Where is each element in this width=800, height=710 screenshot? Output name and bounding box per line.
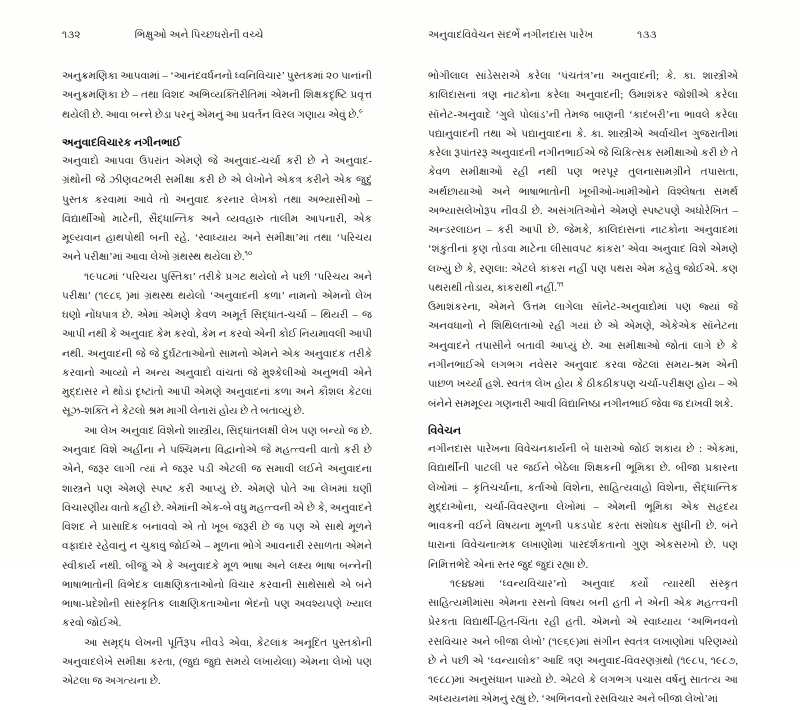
left-folio: ૧૩૨ <box>62 30 81 41</box>
left-running-head <box>62 30 372 48</box>
paragraph <box>428 575 738 710</box>
right-column-body <box>428 67 738 710</box>
paragraph-text: આ સમૃદ્ધ લેખની પૂર્તિરૂપ નીવડે એવા, કેટલાંક અનૂદિત પુસ્તકોની અનુવાદલેખે સમીક્ષા કરતા, (જુદ્ય જુદ્ય સમયે લખાયેલા) એમના લેખો પણ એટલા જ અગત્યના છે. <box>62 637 372 688</box>
paragraph-text: આ લેખ અનુવાદ વિશેનો શાસ્ત્રીય, સિદ્ધાંતલક્ષી લેખ પણ બન્યો જ છે. અનુવાદ વિશે અહીંના ને પશ્ચિમના વિદ્વાનોએ જે મહત્ત્વની વાતો કરી છે એને, જરૂર લાગી ત્યાં ને જરૂર પડી એટલી જ સમાવી લઈને અનુવાદના શાસ્ત્રને પણ એમણે સ્પષ્ટ કરી આપ્યું છે. એમણે પોતે આ લેખમાં ઘણી વિચારણીય વાતો કહી છે. એમાંની એક-બે વધુ મહત્ત્વની એ છે કે, અનુવાદને વિશદ ને પ્રાસાદિક બનાવવો એ તો ખૂબ જરૂરી છે જ પણ એ સાથે મૂળને વફાદાર રહેવાનું ન ચુકાવું જોઈએ – મૂળના ભોગે આવનારી રસાળતા એમને સ્વીકાર્ય નથી. બીજું એ કે અનુવાદકે મૂળ ભાષા અને લક્ષ્ય ભાષા બન્નેની ભાષાભાતોની વિભેદક લાક્ષણિકતાઓનો વિચાર કરવાની સાથેસાથે એ બંને ભાષા-પ્રદેશોની સાંસ્કૃતિક લાક્ષણિકતાઓના ભેદનો પણ અવશ્યપણે ખ્યાલ કરવો જોઈએ. <box>62 425 372 630</box>
right-folio: ૧૩૩ <box>637 30 657 41</box>
paragraph <box>428 298 738 414</box>
paragraph <box>62 67 372 125</box>
right-running-head <box>428 30 738 48</box>
left-page <box>0 0 400 688</box>
left-running-head-title: ભિક્ષુઓ અને પિચ્છધરોની વચ્ચે <box>134 30 264 41</box>
paragraph-text: અનુવાદો આપવા ઉપરાંત એમણે જે અનુવાદ-ચર્ચા કરી છે ને અનુવાદ-ગ્રંથોની જે ઝીણવટભરી સમીક્ષા કરી છે એ લેખોને એકત્ર કરીને એક જુદું પુસ્તક કરવામાં આવે તો અનુવાદ કરનાર લેખકો તથા અભ્યાસીઓ – વિદ્યાર્થીઓ માટેની, સૈદ્ધાન્તિક અને વ્યવહારુ તાલીમ આપનારી, એક મૂલ્યવાન હાથપોથી બની રહે. ‘સ્વાધ્યાય અને સમીક્ષા’માં તથા ‘પરિચય અને પરીક્ષા’માં આવા લેખો ગ્રંથસ્થ થયેલા છે. <box>62 155 372 264</box>
footnote-marker: ૧૧ <box>556 280 564 289</box>
footnote-marker: ૯ <box>359 107 364 115</box>
right-page <box>400 0 800 706</box>
paragraph-text: ઉમાશંકરના, એમને ઉત્તમ લાગેલા સૉનેટ-અનુવાદોમાં પણ જ્યાં જે અનવધાનો ને શિથિલતાઓ રહી ગયાં છે એ એમણે, એકેએક સૉનેટના અનુવાદને તપાસીને બતાવી આપ્યું છે. આ સમીક્ષાઓ જોતાં લાગે છે કે નગીનભાઈએ લગભગ નવેસર અનુવાદ કરવા જેટલાં સમય-શ્રમ એની પાછળ ખર્ચ્યાં હશે. સ્વતંત્ર લેખ હોય કે ઠીકઠીકપણ ચર્ચા-પરીક્ષણ હોય – એ બંનેને સમમૂલ્ય ગણનારી આવી વિદ્યાનિષ્ઠા નગીનભાઈ જેવા જ દાખવી શકે. <box>428 302 738 410</box>
paragraph-text: અનુક્રમણિકા આપવામાં – ‘આનંદવર્ધનનો ધ્વનિવિચાર’ પુસ્તકમાં ૨૦ પાનાંની અનુક્રમણિકા છે – તથા વિશદ અભિવ્યક્તિરીતિમાં એમની શિક્ષકદૃષ્ટિ પ્રવૃત્ત થયેલી છે. આવા બન્ને છેડા પરનું એમનું આ પ્રવર્તન વિરલ ગણાય એવું છે. <box>62 71 372 121</box>
paragraph-text: ૧૯૫૮માં ‘પરિચય પુસ્તિકા’ તરીકે પ્રગટ થયેલો ને પછી ‘પરિચય અને પરીક્ષા’ (૧૯૮૬ )માં ગ્રંથસ્થ થયેલો ‘અનુવાદની કળા’ નામનો એમનો લેખ ઘણો નોંધપાત્ર છે. એમાં એમણે કેવળ અમૂર્ત સિદ્ધાંત-ચર્ચા – થિયરી – જ આપી નથી કે અનુવાદ કેમ કરવો, કેમ ન કરવો એની કોઈ નિયમાવલી આપી નથી. અનુવાદની જે જે દુર્ઘટતાઓનો સામનો એમને એક અનુવાદક તરીકે કરવાનો આવ્યો ને અન્ય અનુવાદો વાંચતાં જે મુશ્કેલીઓ અનુભવી એને મુદ્દાસર ને થોડાં દૃષ્ટાંતો આપી એમણે અનુવાદનાં કળા અને કૌશલ કેટલાં સૂઝ-શક્તિ ને કેટલો શ્રમ માગી લેનારાં હોય છે તે બતાવ્યું છે. <box>62 271 372 418</box>
paragraph-text: નગીનદાસ પારેખના વિવેચનકાર્યની બે ધારાઓ જોઈ શકાય છે : એકમાં, વિદ્યાર્થીની પાટલી પર જઈને બેઠેલા શિક્ષકની ભૂમિકા છે. બીજા પ્રકારના લેખોમાં – કૃતિચર્ચાના, કર્તાઓ વિશેના, સાહિત્યવાહો વિશેના, સૈદ્ધાન્તિક મુદ્દાઓના, ચર્ચા-વિવરણના લેખોમાં – એમની ભૂમિકા એક સહૃદય ભાવકની વઈને વિષયના મૂળની પકડપોદ કરતા સંશોધક સુધીની છે. બંને ધારાનાં વિવેચનાત્મક લખાણોમાં પારદર્શકતાનો ગુણ એકસરખો છે. પણ નિમિત્તભેદે એનાં સ્તર જુદં જુદાં રહ્યા છે. <box>428 443 738 571</box>
section-heading-vivechan: વિવેચન <box>428 424 461 437</box>
left-column-body <box>62 67 372 691</box>
paragraph <box>62 268 372 422</box>
paragraph <box>428 440 738 575</box>
footnote-marker: ૧૦ <box>244 249 253 258</box>
paragraph-text: ભોગીલાલ સાંડેસરાએ કરેલા ‘પંચતંત્ર’ના અનુવાદની; કે. કા. શાસ્ત્રીએ કાલિદાસનાં ત્રણ નાટકોના કરેલા અનુવાદની; ઉમાશંકર જોશીએ કરેલા સૉનેટ-અનુવાદે ‘ગુલે પોલાંડ’ની તેમજ બાણની ‘કાદંબરી’ના ભાવલે કરેલા પદ્યાનુવાદની તથા એ પદ્યાનુવાદના કે. કા. શાસ્ત્રીએ અર્વાચીન ગુજરાતીમાં કરેલા રૂપાંતરરૂ અનુવાદની નગીનભાઈએ જે ચિકિત્સક સમીક્ષાઓ કરી છે તે કેવળ સમીક્ષાઓ રહી નથી પણ ભરપૂર તુલનાસામગ્રીને તપાસતા, અર્થછાયાઓ અને ભાષાભાતોની ખૂબીઓ-ખામીઓને વિશ્લેષતા સમર્થ અભ્યાસલેખોરૂપ નીવડી છે. અસંગતિઓને એમણે સ્પષ્ટપણે અધોરેખિત – અન્ડરલાઇન – કરી આપી છે. જેમકે, કાલિદાસનાં નાટકોના અનુવાદમાં ‘શંકુંતીનાં કૃણ તોડવા માટેના લીસાવપટ કાંકરા’ એવા અનુવાદ વિશે એમણે લખ્યું છે કે, રણલા: એટલે કાંકરા નહીં પણ પથરા એમ કહેવું જોઈએ. કણ પથરાથી તોડાય, કાંકરાથી નહીં. <box>428 71 738 294</box>
paragraph <box>62 422 372 634</box>
right-running-head-title: અનુવાદવિવેચન સંદર્ભે નગીનદાસ પારેખ <box>428 30 594 41</box>
section-heading-anuvadvicharak: અનુવાદવિચારક નગીનભાઈ <box>62 136 182 149</box>
paragraph <box>62 634 372 692</box>
paragraph-text: ૧૯૪૪માં ‘ધ્વન્યવિચાર’નો અનુવાદ કર્યો ત્યારથી સંસ્કૃત સાહિત્યમીમાંસા એમના રસનો વિષય બની હતી ને એની એક મહત્ત્વની પ્રેરકતા વિદ્યાર્થી-હિત-ચિંતા રહી હતી. એમનો એ સ્વાધ્યાય ‘અભિનવનો રસવિચાર અને બીજા લેખો’ (૧૯૬૯)માં સંગીન સ્વતંત્ર લખાણોમાં પરિણમ્યો છે ને પછી એ ‘ધ્વન્યાલોક’ આદિ ત્રણ અનુવાદ-વિવરણગ્રંથો (૧૯૮૫, ૧૯૮૭, ૧૯૮૮)માં અનુસંધાન પામ્યો છે. એટલે કે લગભગ પચાસ વર્ષનું સાતત્ય આ અધ્યયનમાં એમનું રહ્યું છે. ‘અભિનવનો રસવિચાર અને બીજા લેખો’માં <box>428 578 738 706</box>
paragraph <box>62 152 372 268</box>
paragraph <box>428 67 738 298</box>
